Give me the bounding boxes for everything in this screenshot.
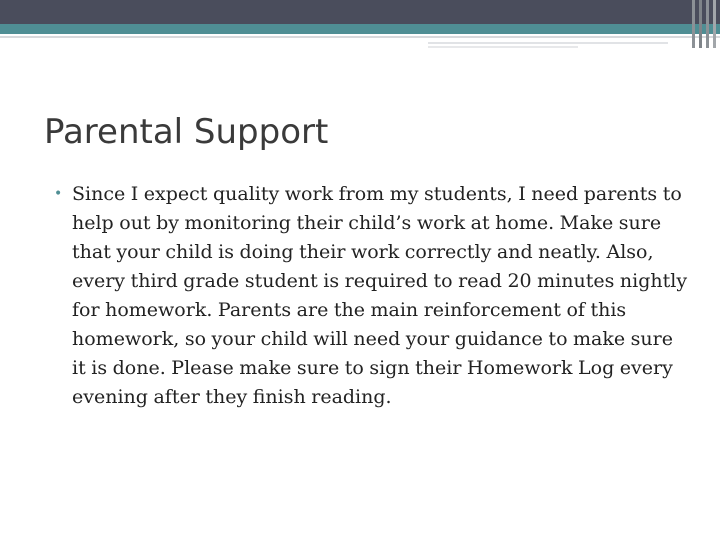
slide-title: Parental Support	[44, 112, 329, 152]
bullet-item	[54, 180, 690, 412]
header-bar	[0, 0, 720, 24]
header-accent-bar	[0, 24, 720, 34]
bullet-text: Since I expect quality work from my students, I need parents to help out by monitoring their child’s work at home. Make sure that your child is doing their work correctly and neatly. Also, every third grade student is required to read 20 minutes nightly for homework. Parents are the main reinforcement of this homework, so your child will need your guidance to make sure it is done. Please make sure to sign their Homework Log every evening after they finish reading.	[72, 183, 688, 408]
header-rule-shorter	[428, 46, 578, 48]
corner-stripe	[706, 0, 709, 48]
corner-stripe	[699, 0, 702, 48]
corner-stripe	[713, 0, 716, 48]
bullet-icon: •	[54, 186, 63, 202]
header-rule-short	[428, 42, 668, 44]
header-rule	[0, 36, 720, 38]
corner-stripe	[692, 0, 695, 48]
bullet-list	[54, 180, 690, 412]
